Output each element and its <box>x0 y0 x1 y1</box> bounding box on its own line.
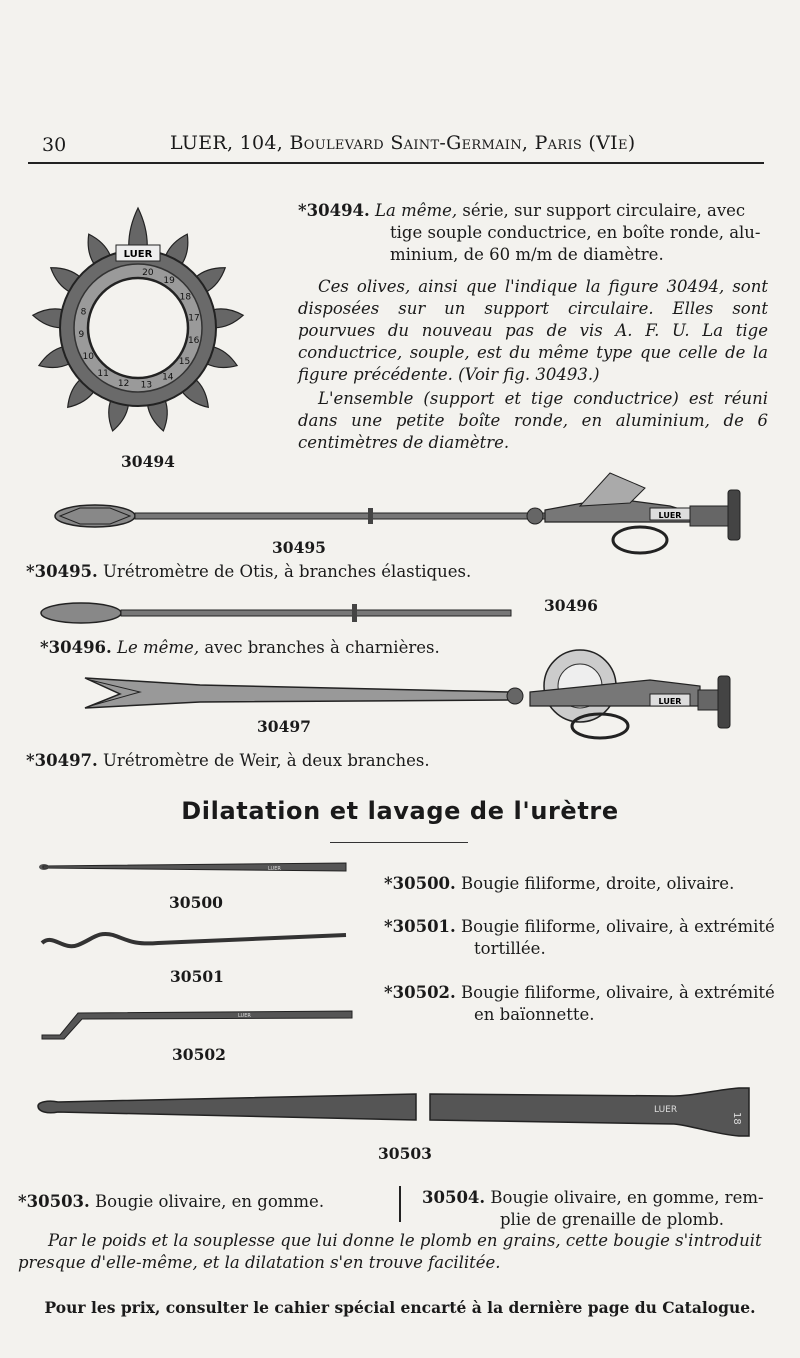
dial-number: 15 <box>178 357 191 368</box>
bougie-straight-illustration <box>38 858 350 878</box>
dial-number: 14 <box>162 372 174 383</box>
item-text: Urétromètre de Otis, à branches élastiques. <box>97 562 472 581</box>
instrument-brand: LUER <box>268 866 281 872</box>
dial-brand: LUER <box>123 249 153 260</box>
fig-label-30495: 30495 <box>272 538 326 557</box>
instrument-brand: LUER <box>654 1105 678 1115</box>
dial-number: 11 <box>97 369 109 380</box>
item-title-italic: La même, <box>375 201 458 220</box>
page-number: 30 <box>42 134 67 156</box>
item-text: Bougie filiforme, droite, olivaire. <box>455 874 735 893</box>
item-text: Bougie olivaire, en gomme, rem- <box>485 1188 764 1207</box>
item-30500-desc <box>384 873 734 895</box>
item-30494-title <box>298 200 768 222</box>
item-30495-desc <box>26 561 471 583</box>
item-code: 30504. <box>422 1188 486 1207</box>
fig-label-30501: 30501 <box>170 967 224 986</box>
urethrometer-weir-illustration <box>80 650 740 745</box>
instrument-brand: LUER <box>238 1013 251 1019</box>
item-code: *30496. <box>40 638 112 657</box>
item-30502-desc <box>384 982 775 1004</box>
item-30501-desc <box>384 916 775 938</box>
item-30503-desc <box>18 1191 324 1213</box>
fig-label-30502: 30502 <box>172 1045 226 1064</box>
dial-number: 20 <box>142 267 154 278</box>
item-text: Bougie filiforme, olivaire, à extrémité <box>455 917 775 936</box>
column-divider <box>399 1186 401 1222</box>
item-code: *30495. <box>26 562 98 581</box>
item-code: *30501. <box>384 917 456 936</box>
item-text: Bougie olivaire, en gomme. <box>89 1192 325 1211</box>
dial-number: 18 <box>179 292 192 303</box>
dial-number: 12 <box>117 379 130 390</box>
item-30494-para1: Ces olives, ainsi que l'indique la figure 30494, sont disposées sur un support circulaire. Elles sont pourvues du nouveau pas de vis A. F. U. La tige conductrice, souple, est du même type que celle de la figure précédente. (Voir fig. 30493.) <box>298 277 768 384</box>
item-30504-desc <box>422 1187 764 1209</box>
bougie-bayonet-illustration <box>38 1005 356 1041</box>
item-30504-note: Par le poids et la souplesse que lui donne le plomb en grains, cette bougie s'introduit presque d'elle-même, et la dilatation s'en trouve facilitée. <box>18 1231 762 1272</box>
item-text: avec branches à charnières. <box>199 638 440 657</box>
item-code: *30500. <box>384 874 456 893</box>
size-mark: 18 <box>731 1112 742 1125</box>
item-code: *30497. <box>26 751 98 770</box>
instrument-brand: LUER <box>658 697 682 706</box>
item-text: Bougie filiforme, olivaire, à extrémité <box>455 983 775 1002</box>
dial-number: 8 <box>80 307 87 318</box>
section-heading-rule <box>330 842 468 843</box>
urethrometer-otis-illustration <box>50 468 750 558</box>
fig-label-30503: 30503 <box>378 1144 432 1163</box>
olive-ring-illustration <box>30 190 260 450</box>
header-rule <box>28 162 764 164</box>
fig-label-30494: 30494 <box>121 452 175 471</box>
item-30497-desc <box>26 750 430 772</box>
instrument-brand: LUER <box>658 511 682 520</box>
fig-label-30496: 30496 <box>544 596 598 615</box>
item-30501-line2: tortillée. <box>474 939 546 958</box>
olive-spike <box>33 309 64 328</box>
item-30494-line3: minium, de 60 m/m de diamètre. <box>390 245 664 264</box>
dial-number: 13 <box>140 380 153 391</box>
urethrometer-hinged-illustration <box>36 598 516 628</box>
olive-spike <box>212 309 243 328</box>
item-code: *30502. <box>384 983 456 1002</box>
dial-number: 9 <box>78 330 85 341</box>
fig-label-30497: 30497 <box>257 717 311 736</box>
item-code: *30494. <box>298 201 370 220</box>
item-30504-line2: plie de grenaille de plomb. <box>500 1210 725 1229</box>
dial-number: 10 <box>82 351 94 362</box>
item-30502-line2: en baïonnette. <box>474 1005 595 1024</box>
bougie-olivary-illustration <box>34 1084 756 1142</box>
item-30494-para2: L'ensemble (support et tige conductrice) est réuni dans une petite boîte ronde, en aluminium, de 6 centimètres de diamètre. <box>298 389 768 452</box>
item-30494-line2: tige souple conductrice, en boîte ronde, alu- <box>390 223 761 242</box>
section-heading: Dilatation et lavage de l'urètre <box>181 797 619 825</box>
item-text-italic: Le même, <box>117 638 200 657</box>
item-code: *30503. <box>18 1192 90 1211</box>
dial-number: 19 <box>163 276 175 287</box>
footer-note: Pour les prix, consulter le cahier spécial encarté à la dernière page du Catalogue. <box>44 1298 756 1317</box>
page-header-title: LUER, 104, Boulevard Saint-Germain, Paris (VIe) <box>170 132 636 154</box>
bougie-twisted-illustration <box>38 925 350 955</box>
dial-number: 16 <box>187 336 200 347</box>
fig-label-30500: 30500 <box>169 893 223 912</box>
item-text: Urétromètre de Weir, à deux branches. <box>97 751 430 770</box>
item-line: série, sur support circulaire, avec <box>457 201 746 220</box>
dial-number: 17 <box>188 313 200 324</box>
